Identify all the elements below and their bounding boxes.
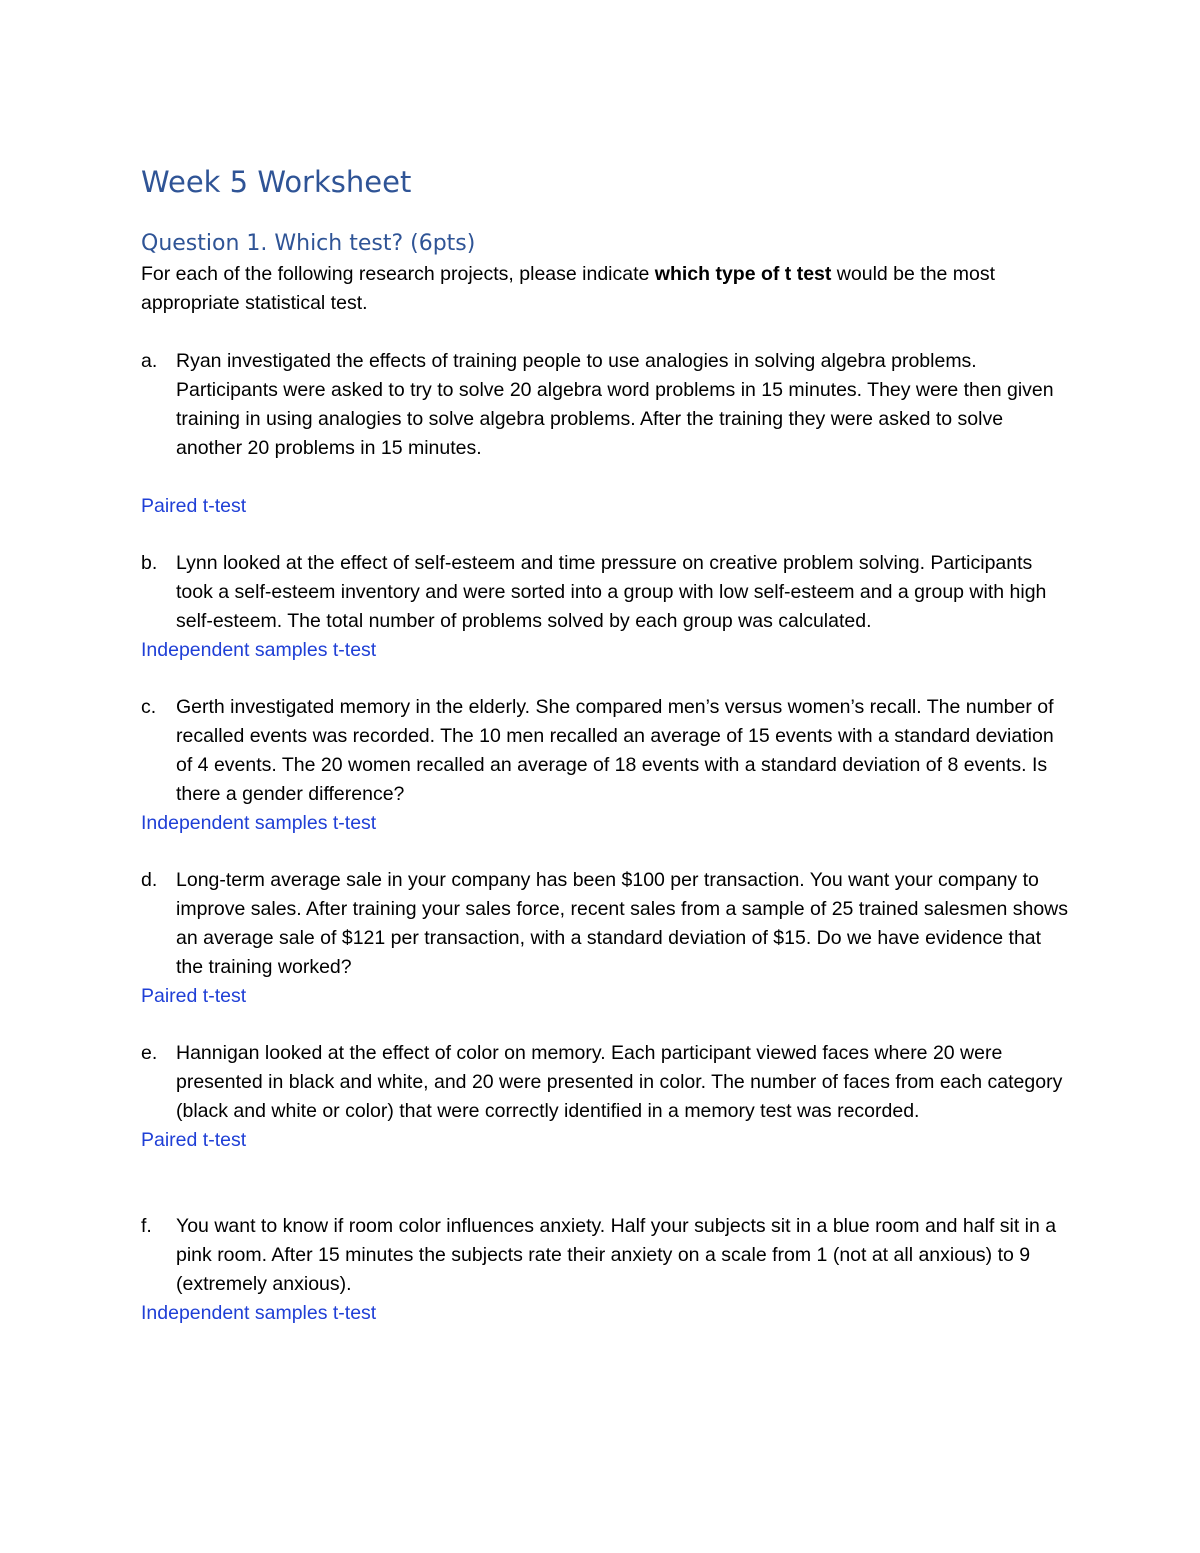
list-item bbox=[141, 549, 1071, 636]
item-letter: c. bbox=[141, 696, 157, 718]
list-item bbox=[141, 1039, 1071, 1126]
item-letter: f. bbox=[141, 1215, 152, 1237]
list-item bbox=[141, 866, 1071, 982]
intro-text-bold: which type of t test bbox=[654, 263, 832, 285]
item-text: You want to know if room color influences anxiety. Half your subjects sit in a blue room and half sit in a pink room. After 15 minutes the subjects rate their anxiety on a scale from 1 (not at all anxious) to 9 (extremely anxious). bbox=[176, 1215, 1057, 1295]
intro-text-before: For each of the following research projects, please indicate bbox=[141, 263, 655, 285]
answer-text: Independent samples t-test bbox=[141, 1302, 377, 1324]
item-text: Long-term average sale in your company has been $100 per transaction. You want your company to improve sales. After training your sales force, recent sales from a sample of 25 trained salesmen shows an average sale of $121 per transaction, with a standard deviation of $15. Do we have evidence that the training worked? bbox=[176, 869, 1068, 978]
list-item bbox=[141, 1212, 1071, 1299]
item-letter: e. bbox=[141, 1042, 158, 1064]
item-letter: d. bbox=[141, 869, 158, 891]
answer-text: Paired t-test bbox=[141, 1129, 247, 1151]
page-title: Week 5 Worksheet bbox=[141, 165, 412, 199]
item-text: Lynn looked at the effect of self-esteem and time pressure on creative problem solving. Participants took a self-esteem inventory and were sorted into a group with low self-esteem and a group with high self-esteem. The total number of problems solved by each group was calculated. bbox=[176, 552, 1047, 632]
item-letter: a. bbox=[141, 350, 158, 372]
item-text: Hannigan looked at the effect of color on memory. Each participant viewed faces where 20 were presented in black and white, and 20 were presented in color. The number of faces from each category (black and white or color) that were correctly identified in a memory test was recorded. bbox=[176, 1042, 1063, 1122]
answer-text: Independent samples t-test bbox=[141, 812, 377, 834]
item-letter: b. bbox=[141, 552, 158, 574]
question-intro bbox=[141, 260, 1071, 318]
item-text: Gerth investigated memory in the elderly. She compared men’s versus women’s recall. The number of recalled events was recorded. The 10 men recalled an average of 15 events with a standard deviation of 4 events. The 20 women recalled an average of 18 events with a standard deviation of 8 events. Is there a gender difference? bbox=[176, 696, 1054, 805]
question-heading: Question 1. Which test? (6pts) bbox=[141, 231, 476, 256]
list-item bbox=[141, 347, 1071, 463]
item-text: Ryan investigated the effects of training people to use analogies in solving algebra problems. Participants were asked to try to solve 20 algebra word problems in 15 minutes. They were then given training in using analogies to solve algebra problems. After the training they were asked to solve another 20 problems in 15 minutes. bbox=[176, 350, 1054, 459]
intro-text-after: would be the most appropriate statistical test. bbox=[141, 263, 996, 314]
list-item bbox=[141, 693, 1071, 809]
answer-text: Paired t-test bbox=[141, 985, 247, 1007]
answer-text: Independent samples t-test bbox=[141, 639, 377, 661]
worksheet-page bbox=[141, 160, 1071, 1328]
answer-text: Paired t-test bbox=[141, 495, 247, 517]
